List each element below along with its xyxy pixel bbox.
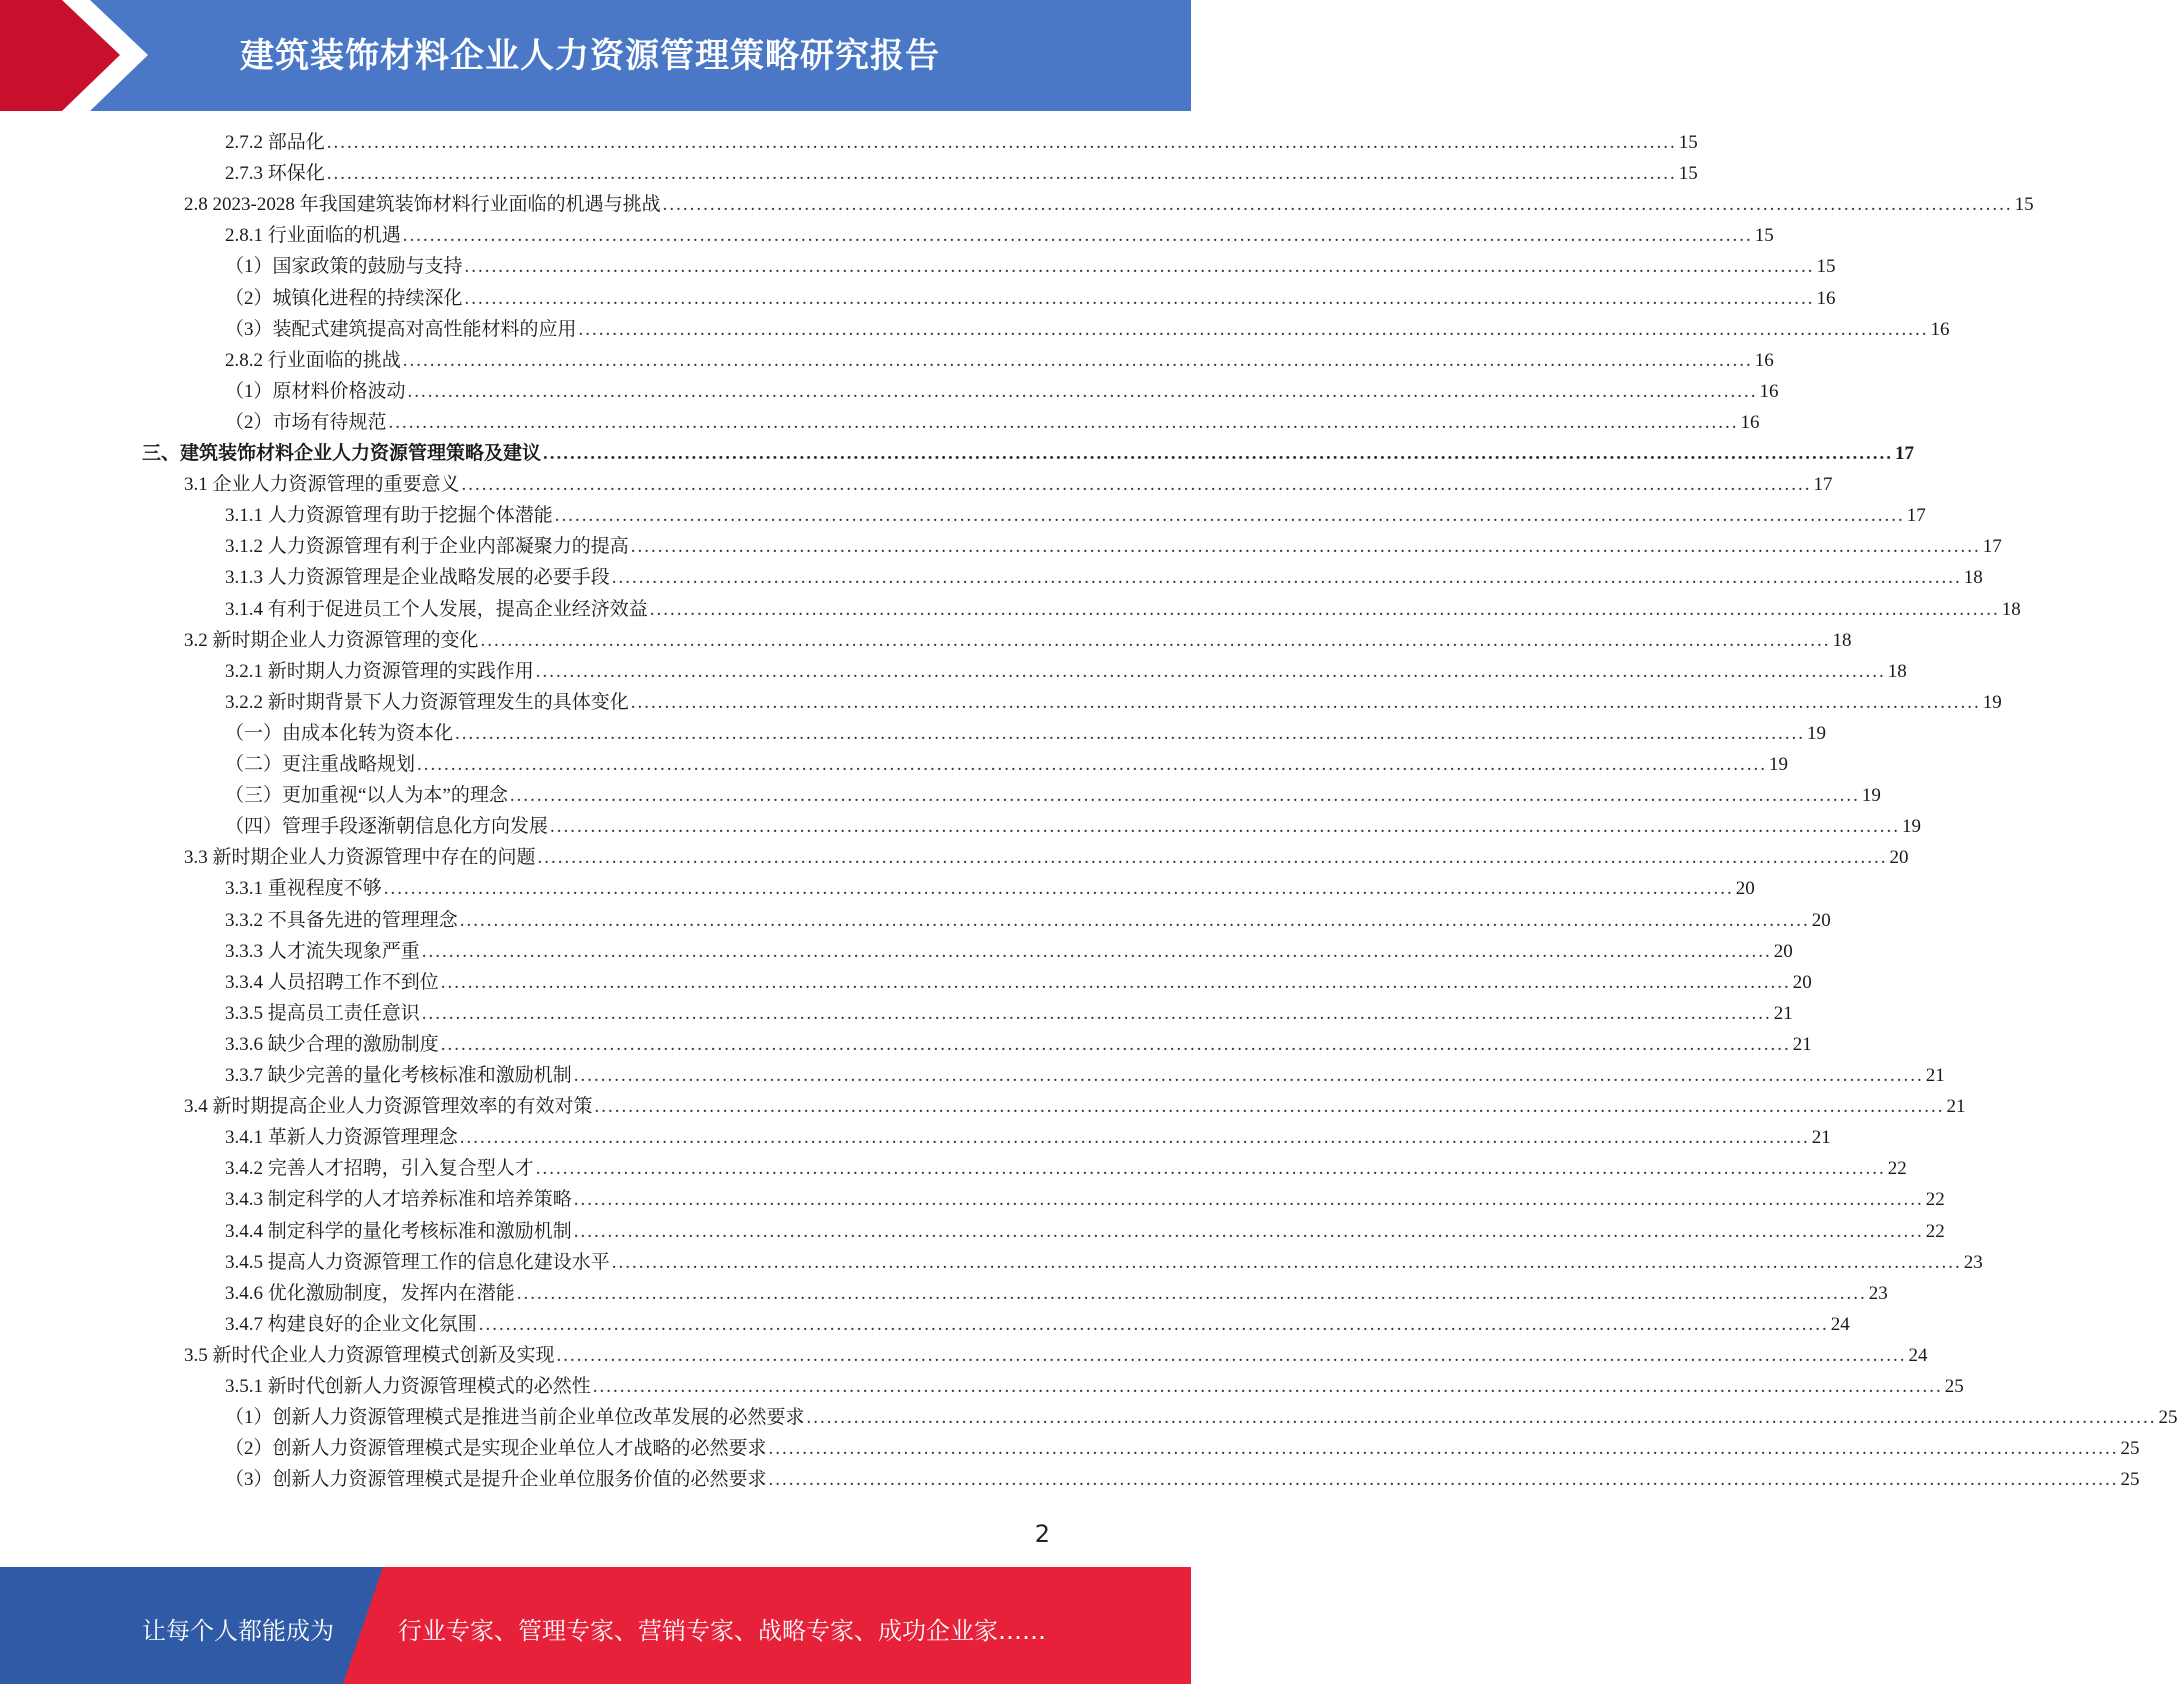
toc-leader-dots: ........................................................................................................................................................................................................ [768, 1469, 2119, 1491]
toc-entry-page: 16 [1759, 380, 1779, 402]
toc-entry-title: 2.8.2 行业面临的挑战 [225, 349, 401, 371]
toc-entry-page: 18 [1887, 660, 1907, 682]
toc-entry[interactable] [225, 376, 1779, 407]
toc-entry[interactable] [184, 625, 1852, 656]
toc-entry-title: 3.2.2 新时期背景下人力资源管理发生的具体变化 [225, 691, 629, 713]
toc-entry-page: 17 [1982, 536, 2002, 558]
toc-leader-dots: ........................................................................................................................................................................................................ [509, 785, 1860, 807]
toc-entry-title: 3.3.3 人才流失现象严重 [225, 940, 420, 962]
toc-entry[interactable] [184, 189, 2034, 220]
toc-leader-dots: ........................................................................................................................................................................................................ [573, 1065, 1924, 1086]
toc-entry-page: 20 [1792, 971, 1812, 993]
toc-leader-dots: ........................................................................................................................................................................................................ [573, 1189, 1924, 1211]
toc-leader-dots: ........................................................................................................................................................................................................ [421, 1002, 1772, 1024]
toc-entry[interactable] [225, 1433, 2140, 1464]
toc-entry-page: 19 [1807, 722, 1827, 744]
toc-entry-page: 15 [1816, 256, 1836, 278]
toc-entry-page: 16 [1740, 411, 1760, 433]
toc-entry-title: 3.4 新时期提高企业人力资源管理效率的有效对策 [184, 1096, 593, 1118]
toc-entry[interactable] [225, 1153, 1907, 1184]
toc-entry[interactable] [184, 842, 1909, 873]
toc-entry-page: 17 [1895, 443, 1915, 464]
toc-entry[interactable] [225, 531, 2002, 562]
page-footer [0, 1567, 1191, 1684]
toc-entry-title: 3.1.4 有利于促进员工个人发展，提高企业经济效益 [225, 598, 648, 620]
toc-leader-dots: ........................................................................................................................................................................................................ [806, 1407, 2157, 1429]
toc-entry-title: （3）创新人力资源管理模式是提升企业单位服务价值的必然要求 [225, 1469, 767, 1491]
toc-entry-title: （1）创新人力资源管理模式是推进当前企业单位改革发展的必然要求 [225, 1407, 805, 1429]
toc-leader-dots: ........................................................................................................................................................................................................ [550, 816, 1901, 838]
toc-leader-dots: ........................................................................................................................................................................................................ [326, 132, 1677, 153]
toc-entry-page: 24 [1908, 1344, 1928, 1366]
toc-entry-title: 3.4.5 提高人力资源管理工作的信息化建设水平 [225, 1251, 610, 1273]
toc-entry-title: 3.3.5 提高员工责任意识 [225, 1002, 420, 1024]
toc-entry-page: 15 [1678, 132, 1698, 153]
toc-entry[interactable] [225, 811, 1922, 842]
toc-entry-title: 3.1 企业人力资源管理的重要意义 [184, 474, 460, 496]
toc-entry-title: 3.2 新时期企业人力资源管理的变化 [184, 629, 479, 651]
toc-leader-dots: ........................................................................................................................................................................................................ [464, 287, 1815, 309]
toc-entry[interactable] [225, 1402, 2178, 1433]
toc-entry-title: （2）创新人力资源管理模式是实现企业单位人才战略的必然要求 [225, 1438, 767, 1460]
toc-entry-title: 3.2.1 新时期人力资源管理的实践作用 [225, 660, 534, 682]
toc-entry-page: 25 [2120, 1469, 2140, 1491]
toc-entry-title: 三、建筑装饰材料企业人力资源管理策略及建议 [142, 443, 542, 464]
footer-slogan-left: 让每个人都能成为 [142, 1617, 334, 1645]
page-number: 2 [1034, 1520, 1050, 1548]
toc-leader-dots: ........................................................................................................................................................................................................ [578, 318, 1929, 340]
toc-entry-page: 18 [1963, 567, 1983, 589]
toc-entry[interactable] [225, 1184, 1945, 1215]
toc-entry-page: 19 [1902, 816, 1922, 838]
toc-entry[interactable] [225, 718, 1827, 749]
toc-entry-title: 3.4.7 构建良好的企业文化氛围 [225, 1313, 477, 1335]
toc-entry-title: （一）由成本化转为资本化 [225, 722, 454, 744]
toc-entry[interactable] [225, 687, 2002, 718]
toc-leader-dots: ........................................................................................................................................................................................................ [535, 1158, 1886, 1180]
toc-leader-dots: ........................................................................................................................................................................................................ [388, 411, 1739, 433]
toc-entry-page: 21 [1946, 1096, 1966, 1118]
toc-entry[interactable] [142, 438, 1915, 469]
toc-entry-page: 20 [1735, 878, 1755, 900]
toc-entry[interactable] [225, 967, 1812, 998]
toc-entry-title: 3.3.7 缺少完善的量化考核标准和激励机制 [225, 1065, 572, 1086]
toc-entry-title: 3.3.6 缺少合理的激励制度 [225, 1033, 439, 1055]
toc-leader-dots: ........................................................................................................................................................................................................ [516, 1282, 1867, 1304]
toc-entry-page: 21 [1792, 1033, 1812, 1055]
toc-entry-page: 22 [1887, 1158, 1907, 1180]
toc-entry[interactable] [225, 500, 1926, 531]
report-title: 建筑装饰材料企业人力资源管理策略研究报告 [240, 36, 940, 76]
toc-entry-title: 3.1.2 人力资源管理有利于企业内部凝聚力的提高 [225, 536, 629, 558]
toc-leader-dots: ........................................................................................................................................................................................................ [407, 380, 1758, 402]
page-header [0, 0, 1191, 111]
footer-slogan-right: 行业专家、管理专家、营销专家、战略专家、成功企业家…… [398, 1617, 1046, 1645]
toc-entry[interactable] [225, 749, 1789, 780]
toc-entry-page: 21 [1925, 1065, 1945, 1086]
toc-entry-title: 3.3.1 重视程度不够 [225, 878, 382, 900]
toc-entry[interactable] [225, 1371, 1964, 1402]
toc-leader-dots: ........................................................................................................................................................................................................ [573, 1220, 1924, 1242]
toc-leader-dots: ........................................................................................................................................................................................................ [421, 940, 1772, 962]
toc-leader-dots: ........................................................................................................................................................................................................ [768, 1438, 2119, 1460]
toc-leader-dots: ........................................................................................................................................................................................................ [543, 443, 1894, 464]
toc-entry-page: 19 [1769, 754, 1789, 775]
toc-entry[interactable] [225, 594, 2021, 625]
toc-entry-title: 2.8.1 行业面临的机遇 [225, 225, 401, 247]
toc-entry-title: （三）更加重视“以人为本”的理念 [225, 785, 508, 807]
toc-entry[interactable] [225, 1309, 1850, 1340]
toc-entry[interactable] [225, 1278, 1888, 1309]
toc-entry-page: 17 [1906, 505, 1926, 527]
toc-entry-title: 3.4.4 制定科学的量化考核标准和激励机制 [225, 1220, 572, 1242]
toc-entry[interactable] [225, 1216, 1945, 1247]
toc-leader-dots: ........................................................................................................................................................................................................ [478, 1313, 1829, 1335]
toc-entry[interactable] [184, 469, 1833, 500]
toc-entry-title: （2）城镇化进程的持续深化 [225, 287, 463, 309]
toc-entry-title: （1）国家政策的鼓励与支持 [225, 256, 463, 278]
toc-entry-title: （2）市场有待规范 [225, 411, 387, 433]
toc-leader-dots: ........................................................................................................................................................................................................ [662, 194, 2013, 216]
toc-entry-page: 25 [2158, 1407, 2178, 1429]
toc-entry[interactable] [225, 127, 1698, 158]
toc-entry-title: 2.7.2 部品化 [225, 132, 325, 153]
toc-leader-dots: ........................................................................................................................................................................................................ [537, 847, 1888, 869]
toc-entry-page: 15 [1754, 225, 1774, 247]
toc-entry-page: 16 [1754, 349, 1774, 371]
toc-entry[interactable] [225, 1060, 1945, 1091]
toc-leader-dots: ........................................................................................................................................................................................................ [594, 1096, 1945, 1118]
toc-entry-page: 19 [1861, 785, 1881, 807]
toc-leader-dots: ........................................................................................................................................................................................................ [611, 1251, 1962, 1273]
toc-entry-title: 3.1.3 人力资源管理是企业战略发展的必要手段 [225, 567, 610, 589]
toc-entry-page: 21 [1811, 1127, 1831, 1149]
toc-entry[interactable] [225, 1122, 1831, 1153]
toc-leader-dots: ........................................................................................................................................................................................................ [459, 909, 1810, 931]
toc-entry-page: 23 [1868, 1282, 1888, 1304]
toc-entry-title: 3.3.2 不具备先进的管理理念 [225, 909, 458, 931]
toc-entry-title: （二）更注重战略规划 [225, 754, 416, 775]
toc-entry[interactable] [225, 873, 1755, 904]
toc-entry-title: 3.4.2 完善人才招聘，引入复合型人才 [225, 1158, 534, 1180]
toc-leader-dots: ........................................................................................................................................................................................................ [402, 225, 1753, 247]
toc-entry-page: 23 [1963, 1251, 1983, 1273]
toc-leader-dots: ........................................................................................................................................................................................................ [383, 878, 1734, 900]
toc-leader-dots: ........................................................................................................................................................................................................ [402, 349, 1753, 371]
toc-entry[interactable] [225, 345, 1774, 376]
toc-entry-page: 21 [1773, 1002, 1793, 1024]
toc-leader-dots: ........................................................................................................................................................................................................ [554, 505, 1905, 527]
toc-entry-page: 16 [1816, 287, 1836, 309]
toc-entry-title: 2.7.3 环保化 [225, 163, 325, 185]
toc-entry[interactable] [225, 780, 1881, 811]
toc-entry-title: 3.4.6 优化激励制度，发挥内在潜能 [225, 1282, 515, 1304]
toc-entry-title: 3.4.1 革新人力资源管理理念 [225, 1127, 458, 1149]
toc-entry-title: （3）装配式建筑提高对高性能材料的应用 [225, 318, 577, 340]
toc-entry-title: 3.3.4 人员招聘工作不到位 [225, 971, 439, 993]
toc-leader-dots: ........................................................................................................................................................................................................ [459, 1127, 1810, 1149]
toc-entry-page: 15 [2014, 194, 2034, 216]
toc-entry[interactable] [225, 1247, 1983, 1278]
toc-entry-page: 17 [1813, 474, 1833, 496]
toc-entry[interactable] [225, 905, 1831, 936]
toc-entry-title: 3.3 新时期企业人力资源管理中存在的问题 [184, 847, 536, 869]
toc-leader-dots: ........................................................................................................................................................................................................ [326, 163, 1677, 185]
toc-leader-dots: ........................................................................................................................................................................................................ [611, 567, 1962, 589]
toc-entry[interactable] [225, 283, 1836, 314]
toc-entry[interactable] [225, 407, 1760, 438]
toc-entry-page: 20 [1811, 909, 1831, 931]
toc-entry[interactable] [225, 158, 1698, 189]
toc-entry-title: 3.4.3 制定科学的人才培养标准和培养策略 [225, 1189, 572, 1211]
toc-leader-dots: ........................................................................................................................................................................................................ [592, 1376, 1943, 1397]
toc-leader-dots: ........................................................................................................................................................................................................ [464, 256, 1815, 278]
toc-leader-dots: ........................................................................................................................................................................................................ [461, 474, 1812, 496]
toc-leader-dots: ........................................................................................................................................................................................................ [440, 971, 1791, 993]
toc-entry-page: 16 [1930, 318, 1950, 340]
toc-entry-page: 24 [1830, 1313, 1850, 1335]
toc-leader-dots: ........................................................................................................................................................................................................ [417, 754, 1768, 775]
toc-entry-title: （四）管理手段逐渐朝信息化方向发展 [225, 816, 549, 838]
toc-entry[interactable] [225, 251, 1836, 282]
toc-entry[interactable] [225, 562, 1983, 593]
toc-entry-title: 3.5.1 新时代创新人力资源管理模式的必然性 [225, 1376, 591, 1397]
toc-entry-title: 2.8 2023-2028 年我国建筑装饰材料行业面临的机遇与挑战 [184, 194, 661, 216]
toc-entry[interactable] [225, 998, 1793, 1029]
toc-leader-dots: ........................................................................................................................................................................................................ [649, 598, 2000, 620]
toc-leader-dots: ........................................................................................................................................................................................................ [455, 722, 1806, 744]
toc-leader-dots: ........................................................................................................................................................................................................ [630, 691, 1981, 713]
toc-entry[interactable] [225, 314, 1950, 345]
toc-leader-dots: ........................................................................................................................................................................................................ [440, 1033, 1791, 1055]
toc-entry-page: 18 [2001, 598, 2021, 620]
toc-entry-title: 3.1.1 人力资源管理有助于挖掘个体潜能 [225, 505, 553, 527]
toc-leader-dots: ........................................................................................................................................................................................................ [535, 660, 1886, 682]
toc-entry[interactable] [225, 1464, 2140, 1495]
toc-entry[interactable] [184, 1340, 1928, 1371]
toc-entry[interactable] [225, 656, 1907, 687]
toc-entry-page: 19 [1982, 691, 2002, 713]
toc-entry[interactable] [184, 1091, 1966, 1122]
toc-entry-page: 22 [1925, 1220, 1945, 1242]
toc-entry-page: 25 [1944, 1376, 1964, 1397]
toc-leader-dots: ........................................................................................................................................................................................................ [556, 1344, 1907, 1366]
toc-entry[interactable] [225, 220, 1774, 251]
toc-entry-title: （1）原材料价格波动 [225, 380, 406, 402]
toc-entry-page: 25 [2120, 1438, 2140, 1460]
toc-entry-page: 15 [1678, 163, 1698, 185]
toc-entry-page: 18 [1832, 629, 1852, 651]
toc-entry[interactable] [225, 936, 1793, 967]
toc-entry-title: 3.5 新时代企业人力资源管理模式创新及实现 [184, 1344, 555, 1366]
toc-entry-page: 20 [1889, 847, 1909, 869]
toc-leader-dots: ........................................................................................................................................................................................................ [480, 629, 1831, 651]
toc-entry[interactable] [225, 1029, 1812, 1060]
toc-entry-page: 22 [1925, 1189, 1945, 1211]
toc-leader-dots: ........................................................................................................................................................................................................ [630, 536, 1981, 558]
toc-entry-page: 20 [1773, 940, 1793, 962]
